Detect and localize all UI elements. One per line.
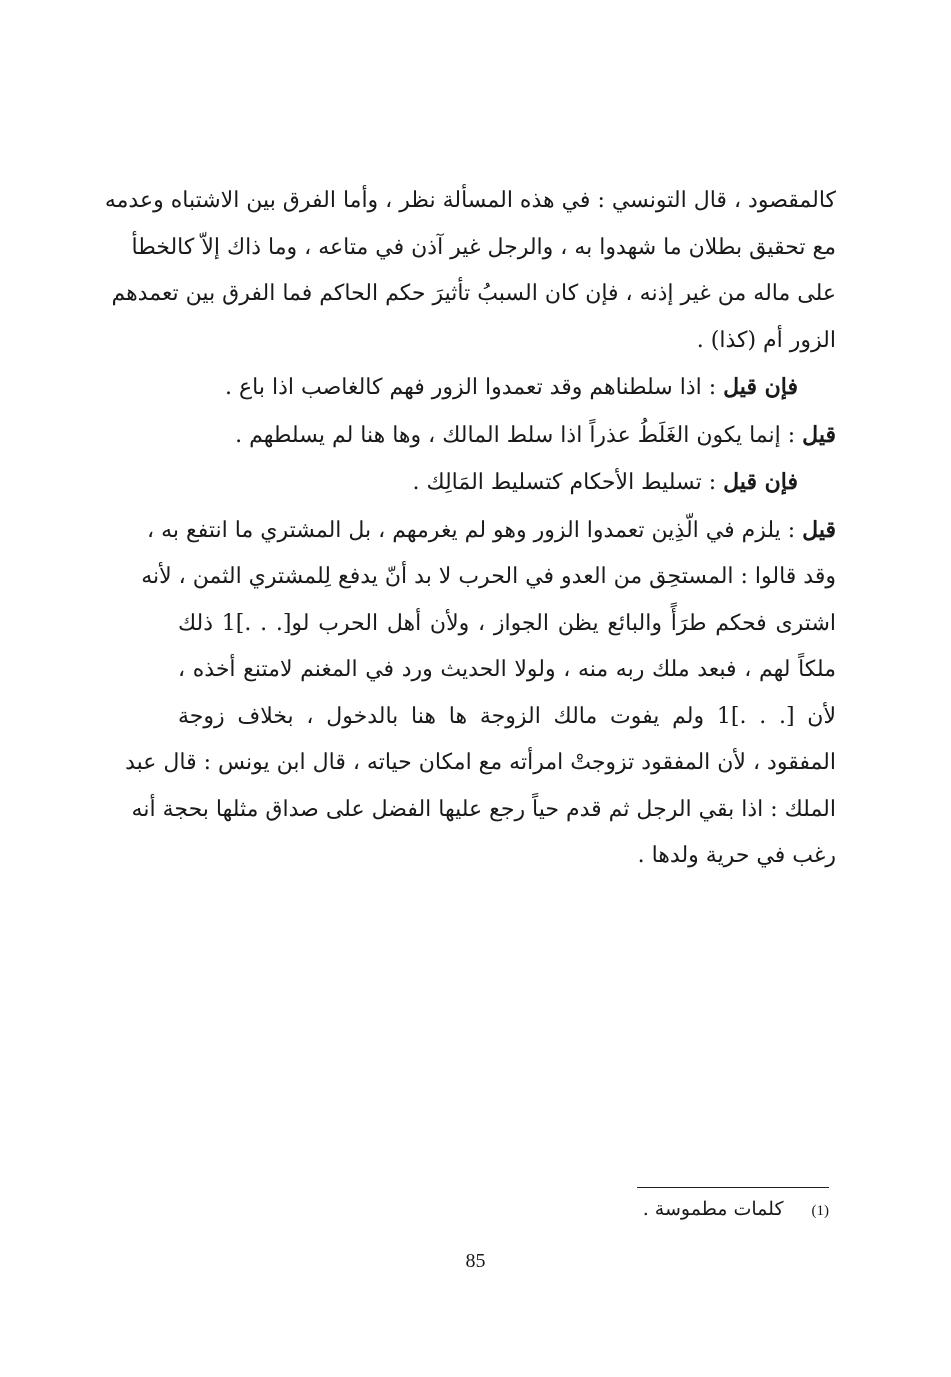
text-line: الزور أم (كذا) . [696, 327, 836, 353]
question-label: فإن قيل [723, 374, 798, 400]
answer-line [147, 507, 836, 555]
text-line: المفقود ، لأن المفقود تزوجتْ امرأته مع امكان حياته ، قال ابن يونس : قال عبد [125, 750, 836, 775]
answer-text: : يلزم في الّذِين تعمدوا الزور وهو لم يغرمهم ، بل المشتري ما انتفع به ، [147, 517, 803, 543]
body-text [104, 178, 836, 880]
footnote-text: كلمات مطموسة . [642, 1198, 784, 1220]
answer-label: قيل [802, 421, 836, 448]
question-text: : اذا سلطناهم وقد تعمدوا الزور فهم كالغاصب اذا باع . [225, 375, 724, 400]
text-line: كالمقصود ، قال التونسي : في هذه المسألة نظر ، وأما الفرق بين الاشتباه وعدمه [104, 188, 836, 213]
text-line: رغب في حرية ولدها . [637, 843, 836, 868]
question-line [178, 364, 836, 412]
text-line: الملك : اذا بقي الرجل ثم قدم حياً رجع عليها الفضل على صداق مثلها بحجة أنه [131, 796, 836, 822]
footnote-number: (1) [811, 1203, 829, 1219]
text-line: لأن [. . .]1 ولم يفوت مالك الزوجة ها هنا بالدخول ، بخلاف زوجة [178, 703, 836, 729]
text-line: على ماله من غير إذنه ، فإن كان السببُ تأثيرَ حكم الحاكم فما الفرق بين تعمدهم [111, 281, 836, 306]
question-text: : تسليط الأحكام كتسليط المَالِك . [412, 470, 724, 495]
text-line: اشترى فحكم طرَأً والبائع يظن الجواز ، ولأن أهل الحرب لو[. . .]1 ذلك [178, 610, 836, 636]
text-line: مع تحقيق بطلان ما شهدوا به ، والرجل غير آذن في متاعه ، وما ذاك إلاّ كالخطأ [131, 234, 836, 260]
answer-line [178, 412, 836, 460]
page-number: 85 [465, 1250, 486, 1272]
footnote-divider [637, 1187, 829, 1188]
answer-label: قيل [802, 516, 836, 543]
question-label: فإن قيل [723, 469, 798, 495]
answer-text: : إنما يكون الغَلَطُ عذراً اذا سلط المالك ، وها هنا لم يسلطهم . [235, 422, 803, 448]
question-line [178, 459, 836, 507]
text-line: ملكاً لهم ، فبعد ملك ربه منه ، ولولا الحديث ورد في المغنم لامتنع أخذه ، [178, 657, 836, 682]
footnote [643, 1198, 829, 1220]
text-line: وقد قالوا : المستحِق من العدو في الحرب لا بد أنّ يدفع لِلمشتري الثمن ، لأنه [141, 564, 836, 589]
